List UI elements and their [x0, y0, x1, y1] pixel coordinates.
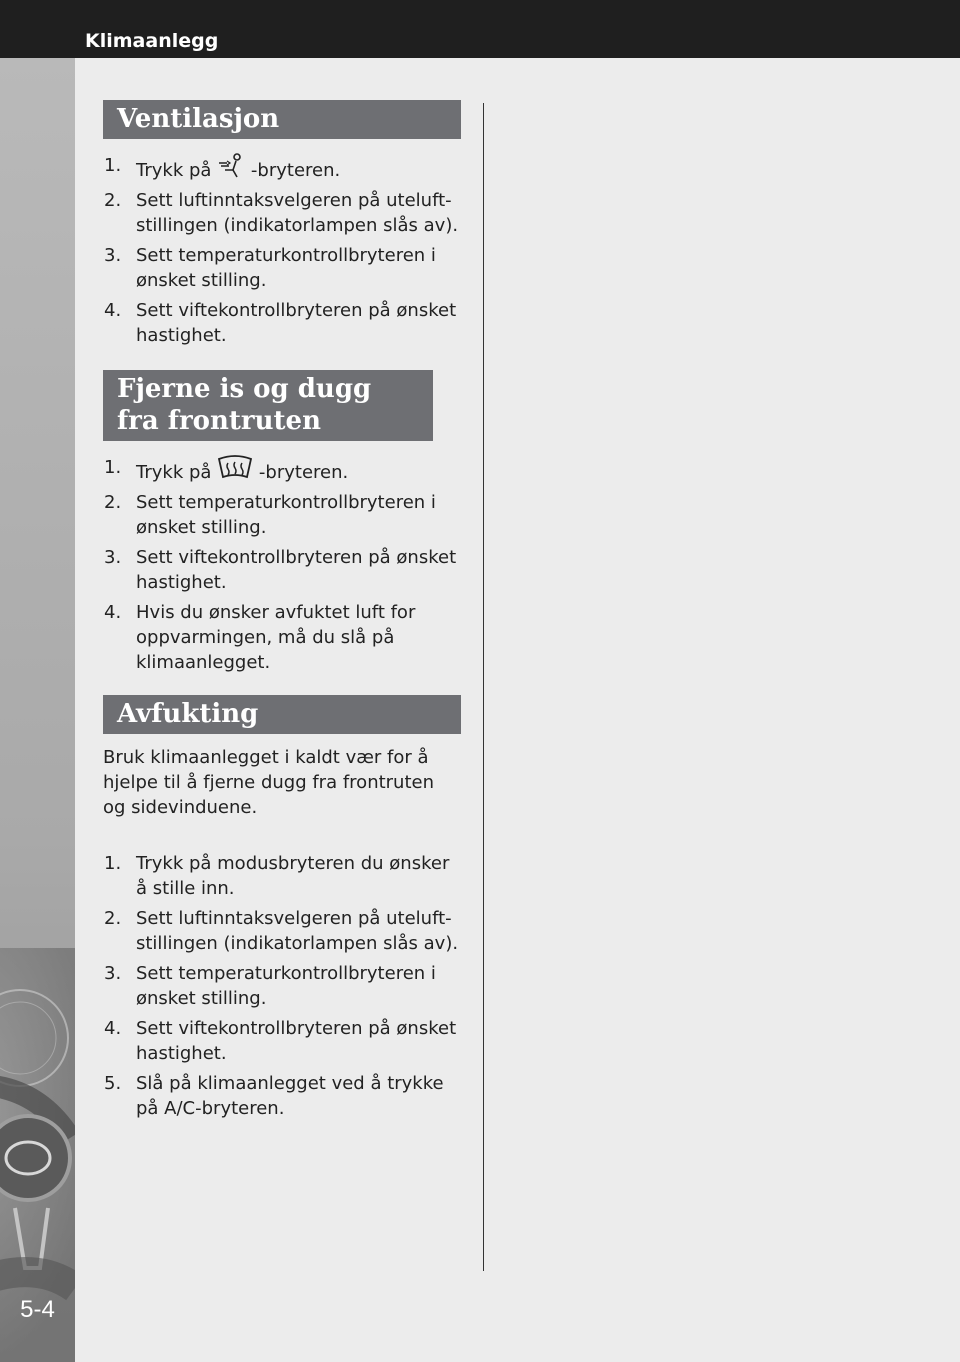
step-text: Sett luftinntaksvelgeren på uteluft-stillingen (indikatorlampen slås av).	[136, 190, 459, 236]
step-number: 2.	[104, 190, 122, 211]
steps-list	[103, 153, 461, 348]
step-text: Sett luftinntaksvelgeren på uteluft-stillingen (indikatorlampen slås av).	[136, 908, 459, 954]
chapter-title: Klimaanlegg	[85, 30, 219, 52]
step-text: Sett viftekontrollbryteren på ønsket hastighet.	[136, 547, 457, 593]
windshield-defroster-icon	[217, 455, 253, 481]
sidebar-strip	[0, 58, 75, 1362]
step-text: Slå på klimaanlegget ved å trykke på A/C-bryteren.	[136, 1073, 444, 1119]
step-text: Trykk på	[136, 160, 212, 181]
step-text: Sett temperaturkontrollbryteren i ønsket stilling.	[136, 245, 436, 291]
step-text: Sett temperaturkontrollbryteren i ønsket stilling.	[136, 492, 436, 538]
step-number: 5.	[104, 1073, 122, 1094]
section-heading-ventilasjon: Ventilasjon	[103, 100, 461, 139]
steps-list	[103, 455, 461, 675]
list-item	[103, 153, 461, 183]
step-number: 3.	[104, 547, 122, 568]
list-item	[103, 545, 461, 595]
section-heading-avfukting: Avfukting	[103, 695, 461, 734]
column-divider	[483, 103, 484, 1271]
step-number: 1.	[104, 457, 122, 478]
section-intro: Bruk klimaanlegget i kaldt vær for å hjelpe til å fjerne dugg fra frontruten og sidevinduene.	[103, 747, 435, 818]
list-item	[103, 906, 461, 956]
steps-list	[103, 851, 461, 1121]
list-item	[103, 298, 461, 348]
list-item	[103, 1071, 461, 1121]
list-item	[103, 243, 461, 293]
step-text: -bryteren.	[250, 160, 341, 181]
step-text: Sett viftekontrollbryteren på ønsket hastighet.	[136, 1018, 457, 1064]
list-item	[103, 188, 461, 238]
page-number: 5-4	[20, 1296, 55, 1323]
list-item	[103, 490, 461, 540]
step-number: 1.	[104, 853, 122, 874]
header-bar	[0, 0, 960, 58]
step-number: 2.	[104, 492, 122, 513]
step-number: 4.	[104, 1018, 122, 1039]
step-text: Trykk på	[136, 462, 212, 483]
step-number: 4.	[104, 300, 122, 321]
content-column	[103, 100, 461, 1126]
list-item	[103, 851, 461, 901]
section-heading-fjerne-is: Fjerne is og dugg fra frontruten	[103, 370, 433, 441]
vent-mode-icon	[217, 153, 245, 179]
step-text: Sett temperaturkontrollbryteren i ønsket stilling.	[136, 963, 436, 1009]
list-item	[103, 600, 461, 675]
list-item	[103, 455, 461, 485]
step-number: 1.	[104, 155, 122, 176]
step-number: 3.	[104, 963, 122, 984]
step-number: 2.	[104, 908, 122, 929]
step-text: Sett viftekontrollbryteren på ønsket hastighet.	[136, 300, 457, 346]
list-item	[103, 1016, 461, 1066]
step-number: 3.	[104, 245, 122, 266]
step-text: Trykk på modusbryteren du ønsker å stille inn.	[136, 853, 450, 899]
step-text: Hvis du ønsker avfuktet luft for oppvarmingen, må du slå på klimaanlegget.	[136, 602, 416, 673]
step-number: 4.	[104, 602, 122, 623]
step-text: -bryteren.	[258, 462, 349, 483]
list-item	[103, 961, 461, 1011]
